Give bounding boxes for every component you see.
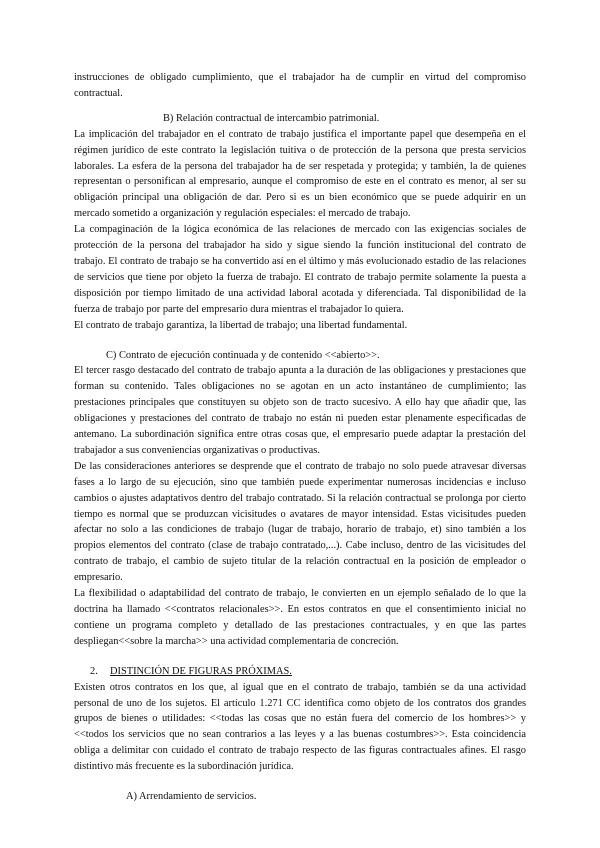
- section-b-heading: B) Relación contractual de intercambio patrimonial.: [163, 112, 380, 124]
- section-2-heading: [74, 664, 526, 680]
- section-2-title: DISTINCIÓN DE FIGURAS PRÓXIMAS.: [110, 665, 292, 677]
- document-body: [74, 70, 526, 805]
- section-b-paragraph-3: El contrato de trabajo garantiza, la libertad de trabajo; una libertad fundamental.: [74, 319, 408, 331]
- section-c-paragraph-3: La flexibilidad o adaptabilidad del contrato de trabajo, le convierten en un ejemplo señalado de lo que la doctrina ha llamado <<contratos relacionales>>. En estos contratos en que el consentimiento inicial no contiene un programa completo y detallado de las prestaciones contractuales, y en que las partes despliegan<<sobre la marcha>> una actividad complementaria de concreción.: [74, 588, 526, 647]
- intro-paragraph-tail: instrucciones de obligado cumplimiento, que el trabajador ha de cumplir en virtud del compromiso contractual.: [74, 72, 526, 99]
- section-c-paragraph-1: El tercer rasgo destacado del contrato de trabajo apunta a la duración de las obligaciones y prestaciones que forman su contenido. Tales obligaciones no se agotan en un acto instantáneo de cumplimiento; las prestaciones principales que constituyen su objeto son de tracto sucesivo. A ello hay que añadir que, las obligaciones y prestaciones del contrato de trabajo no están ni pueden estar plenamente especificadas de antemano. La subordinación significa entre otras cosas que, el empresario puede adaptar la prestación del trabajador a sus conveniencias organizativas o productivas.: [74, 365, 526, 456]
- section-c-heading: C) Contrato de ejecución continuada y de contenido <<abierto>>.: [106, 349, 380, 361]
- section-2-paragraph-1: Existen otros contratos en los que, al igual que en el contrato de trabajo, también se da una actividad personal de uno de los sujetos. El artículo 1.271 CC identifica como objeto de los contratos dos grandes grupos de bienes o utilidades: <<todas las cosas que no están fuera del comercio de los hombres>> y <<todos los servicios que no sean contrarios a las leyes y a las buenas costumbres>>. Esta coincidencia obliga a delimitar con cuidado el contrato de trabajo respecto de las figuras contractuales afines. El rasgo distintivo más frecuente es la subordinación jurídica.: [74, 681, 526, 773]
- section-a-heading: A) Arrendamiento de servicios.: [126, 791, 257, 803]
- section-b-paragraph-1: La implicación del trabajador en el contrato de trabajo justifica el importante papel que desempeña en el régimen jurídico de este contrato la legislación tuitiva o de protección de la persona que presta servicios laborales. La esfera de la persona del trabajador ha de ser respetada y protegida; y también, la de quienes representan o personifican al empresario, aunque el compromiso de este en el contrato es menor, al ser su obligación principal una obligación de dar. Pero si es un bien económico que se puede adquirir en un mercado sometido a organización y regulación especiales: el mercado de trabajo.: [74, 128, 526, 220]
- section-c-paragraph-2: De las consideraciones anteriores se desprende que el contrato de trabajo no solo puede atravesar diversas fases a lo largo de su ejecución, sino que también puede experimentar numerosas incidencias e incluso cambios o ajustes adaptativos dentro del trabajo contratado. Si la relación contractual se prolonga por cierto tiempo es normal que se produzcan vicisitudes o avatares de mayor intensidad. Estas vicisitudes pueden afectar no solo a las condiciones de trabajo (lugar de trabajo, horario de trabajo, et) sino también a los propios elementos del contrato (clase de trabajo contratado,...). Cabe incluso, dentro de las vicisitudes del contrato de trabajo, el cambio de sujeto titular de la relación contractual en la posición de empleador o empresario.: [74, 460, 526, 584]
- section-2-number: 2.: [90, 665, 98, 677]
- section-b-paragraph-2: La compaginación de la lógica económica de las relaciones de mercado con las exigencias sociales de protección de la persona del trabajador ha sido y sigue siendo la función institucional del contrato de trabajo. El contrato de trabajo se ha convertido así en el último y más evolucionado estadio de las relaciones de servicios que tiene por objeto la fuerza de trabajo. El contrato de trabajo permite solamente la puesta a disposición por tiempo limitado de una actividad laboral acotada y diferenciada. Tal disponibilidad de la fuerza de trabajo por parte del empresario dura mientras el trabajador lo quiera.: [74, 224, 526, 315]
